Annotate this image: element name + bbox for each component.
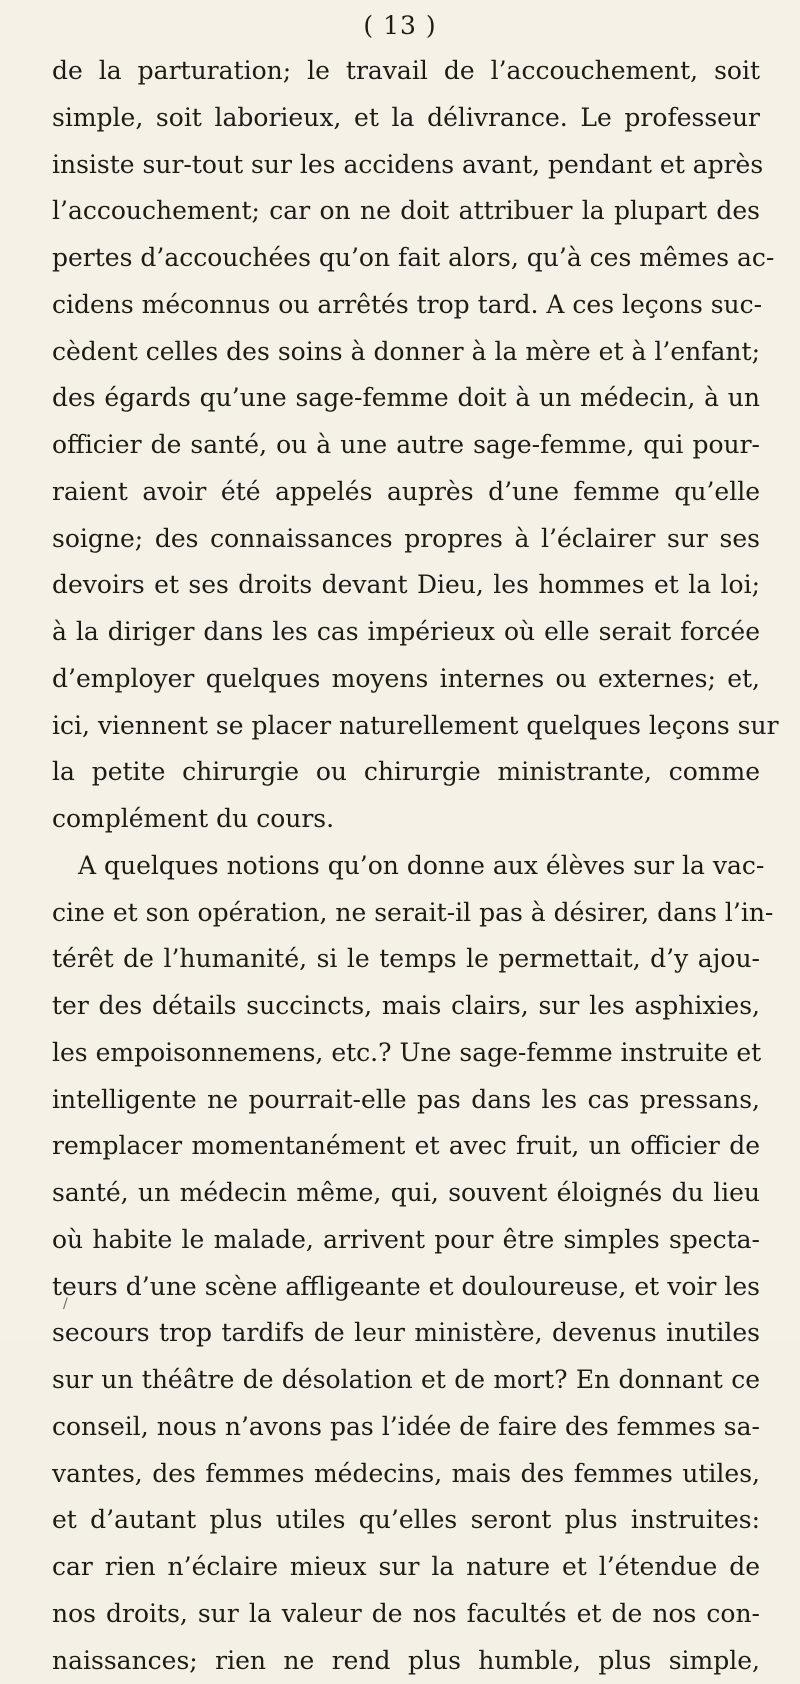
text-line: sur un théâtre de désolation et de mort? En donnant ce: [52, 1357, 760, 1404]
text-line: la petite chirurgie ou chirurgie ministrante, comme: [52, 749, 760, 796]
text-line: intelligente ne pourrait-elle pas dans les cas pressans,: [52, 1077, 760, 1124]
body-text: [52, 48, 760, 1684]
text-line: pertes d’accouchées qu’on fait alors, qu’à ces mêmes ac-: [52, 235, 760, 282]
page-number: ( 13 ): [0, 10, 800, 42]
text-line: conseil, nous n’avons pas l’idée de faire des femmes sa-: [52, 1404, 760, 1451]
text-line: nos droits, sur la valeur de nos facultés et de nos con-: [52, 1591, 760, 1638]
text-line: d’employer quelques moyens internes ou externes; et,: [52, 656, 760, 703]
text-line: ici, viennent se placer naturellement quelques leçons sur: [52, 703, 760, 750]
text-line: cèdent celles des soins à donner à la mère et à l’enfant;: [52, 329, 760, 376]
text-line: térêt de l’humanité, si le temps le permettait, d’y ajou-: [52, 936, 760, 983]
text-line: à la diriger dans les cas impérieux où elle serait forcée: [52, 609, 760, 656]
text-line: cine et son opération, ne serait-il pas à désirer, dans l’in-: [52, 890, 760, 937]
text-line: simple, soit laborieux, et la délivrance. Le professeur: [52, 95, 760, 142]
text-line: devoirs et ses droits devant Dieu, les hommes et la loi;: [52, 562, 760, 609]
text-line: de la parturation; le travail de l’accouchement, soit: [52, 48, 760, 95]
text-line: teurs d’une scène affligeante et douloureuse, et voir les: [52, 1264, 760, 1311]
text-line: secours trop tardifs de leur ministère, devenus inutiles: [52, 1310, 760, 1357]
text-line: officier de santé, ou à une autre sage-femme, qui pour-: [52, 422, 760, 469]
text-line: complément du cours.: [52, 796, 760, 843]
text-line: naissances; rien ne rend plus humble, plus simple,: [52, 1638, 760, 1684]
text-line: l’accouchement; car on ne doit attribuer la plupart des: [52, 188, 760, 235]
text-line: cidens méconnus ou arrêtés trop tard. A ces leçons suc-: [52, 282, 760, 329]
text-line: les empoisonnemens, etc.? Une sage-femme instruite et: [52, 1030, 760, 1077]
text-line: car rien n’éclaire mieux sur la nature et l’étendue de: [52, 1544, 760, 1591]
text-line: A quelques notions qu’on donne aux élèves sur la vac-: [52, 843, 760, 890]
text-line: ter des détails succincts, mais clairs, sur les asphixies,: [52, 983, 760, 1030]
text-line: santé, un médecin même, qui, souvent éloignés du lieu: [52, 1170, 760, 1217]
text-line: des égards qu’une sage-femme doit à un médecin, à un: [52, 375, 760, 422]
text-line: où habite le malade, arrivent pour être simples specta-: [52, 1217, 760, 1264]
text-line: raient avoir été appelés auprès d’une femme qu’elle: [52, 469, 760, 516]
text-line: vantes, des femmes médecins, mais des femmes utiles,: [52, 1451, 760, 1498]
bottom-mark: /: [63, 1296, 68, 1312]
text-line: insiste sur-tout sur les accidens avant, pendant et après: [52, 142, 760, 189]
text-line: et d’autant plus utiles qu’elles seront plus instruites:: [52, 1497, 760, 1544]
text-line: remplacer momentanément et avec fruit, un officier de: [52, 1123, 760, 1170]
text-line: soigne; des connaissances propres à l’éclairer sur ses: [52, 516, 760, 563]
